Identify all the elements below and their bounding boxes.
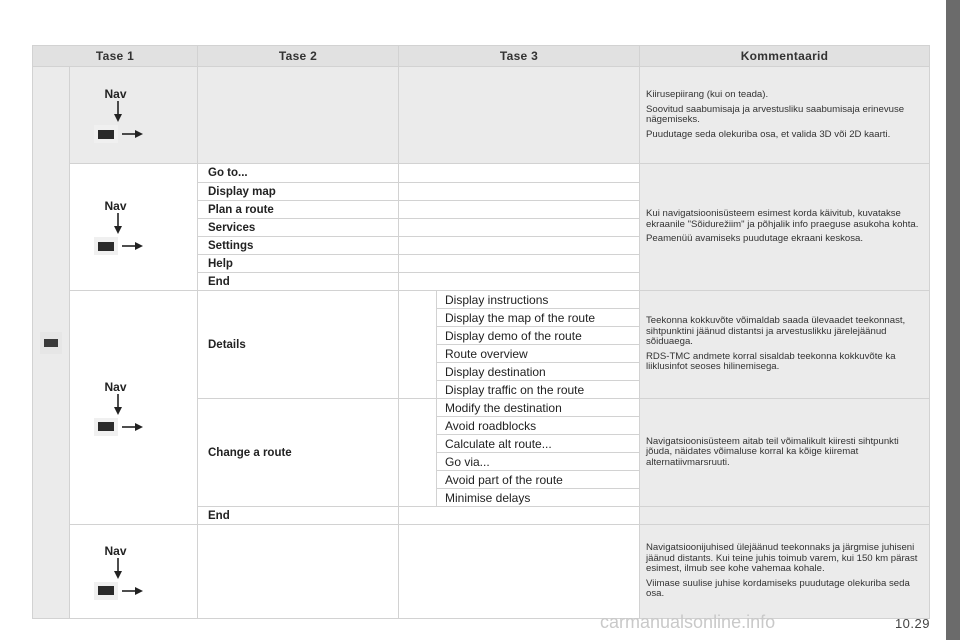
right-arrow-icon bbox=[122, 129, 144, 139]
level2-empty bbox=[198, 525, 399, 619]
header-kommentaarid: Kommentaarid bbox=[640, 46, 930, 67]
right-arrow-icon bbox=[122, 422, 144, 432]
level3-empty bbox=[399, 237, 640, 255]
menu-item-details: Details bbox=[198, 291, 399, 399]
nav-cell bbox=[70, 67, 198, 164]
page-edge-bar bbox=[946, 0, 960, 640]
comment-text: RDS-TMC andmete korral sisaldab teekonna kokkuvõte ka liiklusinfot seoses hilinemisega. bbox=[646, 350, 896, 373]
comment-text: Peamenüü avamiseks puudutage ekraani keskosa. bbox=[646, 233, 864, 245]
right-arrow-icon bbox=[122, 586, 144, 596]
submenu-item: Go via... bbox=[437, 453, 640, 471]
table-row bbox=[33, 164, 930, 183]
submenu-item: Display instructions bbox=[437, 291, 640, 309]
level3-indent bbox=[399, 291, 437, 399]
comment-cell bbox=[640, 67, 930, 164]
nav-cell bbox=[70, 525, 198, 619]
submenu-item: Display the map of the route bbox=[437, 309, 640, 327]
down-arrow-icon bbox=[113, 101, 123, 123]
submenu-item: Minimise delays bbox=[437, 489, 640, 507]
page-number: 10.29 bbox=[894, 616, 930, 631]
level2-empty bbox=[198, 67, 399, 164]
nav-label: Nav bbox=[104, 87, 127, 101]
level3-empty bbox=[399, 164, 640, 183]
table-row bbox=[33, 291, 930, 309]
level3-indent bbox=[399, 399, 437, 507]
down-arrow-icon bbox=[113, 558, 123, 580]
table-row bbox=[33, 67, 930, 164]
comment-text: Teekonna kokkuvõte võimaldab saada ülevaadet teekonnast, sihtpunktini jäänud distantsi ja arvestuslikku järelejäänud sõiduaega. bbox=[646, 315, 906, 348]
nav-button-icon bbox=[94, 582, 118, 600]
comment-cell bbox=[640, 164, 930, 291]
level3-empty bbox=[399, 273, 640, 291]
level3-empty bbox=[399, 255, 640, 273]
submenu-item: Calculate alt route... bbox=[437, 435, 640, 453]
right-arrow-icon bbox=[122, 241, 144, 251]
header-tase-1: Tase 1 bbox=[33, 46, 198, 67]
nav-label: Nav bbox=[104, 543, 127, 558]
menu-item-plan-a-route: Plan a route bbox=[198, 201, 399, 219]
level3-empty bbox=[399, 183, 640, 201]
header-row bbox=[33, 46, 930, 67]
submenu-item: Display traffic on the route bbox=[437, 381, 640, 399]
comment-text: Kiirusepiirang (kui on teada). bbox=[646, 89, 769, 100]
submenu-item: Avoid roadblocks bbox=[437, 417, 640, 435]
level3-empty bbox=[399, 507, 640, 525]
submenu-item: Avoid part of the route bbox=[437, 471, 640, 489]
nav-button-icon bbox=[94, 125, 118, 143]
watermark: carmanualsonline.info bbox=[600, 612, 776, 632]
menu-item-change-a-route: Change a route bbox=[198, 399, 399, 507]
nav-cell bbox=[70, 164, 198, 291]
comment-text: Navigatsioonijuhised ülejäänud teekonnaks ja järgmise juhiseni jäänud distants. Kui teine juhis toimub varem, kui 150 km pärast esimest, ilmub see kohe vahemaa kohale. bbox=[646, 542, 918, 575]
comment-text: Soovitud saabumisaja ja arvestusliku saabumisaja erinevuse nägemiseks. bbox=[646, 103, 905, 125]
header-tase-2: Tase 2 bbox=[198, 46, 399, 67]
menu-item-end: End bbox=[198, 273, 399, 291]
comment-text: Viimase suulise juhise kordamiseks puudutage olekuriba seda osa. bbox=[646, 577, 910, 600]
navigation-menu-table bbox=[32, 45, 930, 619]
menu-item-display-map: Display map bbox=[198, 183, 399, 201]
submenu-item: Display destination bbox=[437, 363, 640, 381]
submenu-item: Modify the destination bbox=[437, 399, 640, 417]
nav-label: Nav bbox=[104, 199, 127, 213]
down-arrow-icon bbox=[113, 213, 123, 235]
comment-text: Puudutage seda olekuriba osa, et valida 3D või 2D kaarti. bbox=[646, 128, 891, 140]
level3-empty bbox=[399, 525, 640, 619]
level3-empty bbox=[399, 67, 640, 164]
comment-text: Kui navigatsioonisüsteem esimest korda käivitub, kuvatakse ekraanile "Sõidurežiim" ja põhjalik info praeguse asukoha kohta. bbox=[646, 208, 919, 230]
down-arrow-icon bbox=[113, 394, 123, 416]
comment-cell bbox=[640, 399, 930, 507]
comment-text: Navigatsioonisüsteem aitab teil võimalikult kiiresti sihtpunkti jõuda, näidates võimaluse korral ka kõige kiiremat alternatiivmarsruuti. bbox=[646, 435, 899, 468]
comment-cell bbox=[640, 291, 930, 399]
menu-item-settings: Settings bbox=[198, 237, 399, 255]
menu-item-go-to: Go to... bbox=[198, 164, 399, 183]
nav-cell bbox=[70, 291, 198, 525]
comment-empty bbox=[640, 507, 930, 525]
nav-button-icon bbox=[94, 237, 118, 255]
level3-empty bbox=[399, 219, 640, 237]
nav-button-icon bbox=[94, 418, 118, 436]
table-row bbox=[33, 525, 930, 619]
comment-cell bbox=[640, 525, 930, 619]
nav-label: Nav bbox=[104, 379, 127, 394]
level3-empty bbox=[399, 201, 640, 219]
navigation-mode-icon bbox=[40, 332, 62, 354]
header-tase-3: Tase 3 bbox=[399, 46, 640, 67]
menu-item-end: End bbox=[198, 507, 399, 525]
menu-item-services: Services bbox=[198, 219, 399, 237]
level1-mode-cell bbox=[33, 67, 70, 619]
submenu-item: Display demo of the route bbox=[437, 327, 640, 345]
menu-item-help: Help bbox=[198, 255, 399, 273]
submenu-item: Route overview bbox=[437, 345, 640, 363]
